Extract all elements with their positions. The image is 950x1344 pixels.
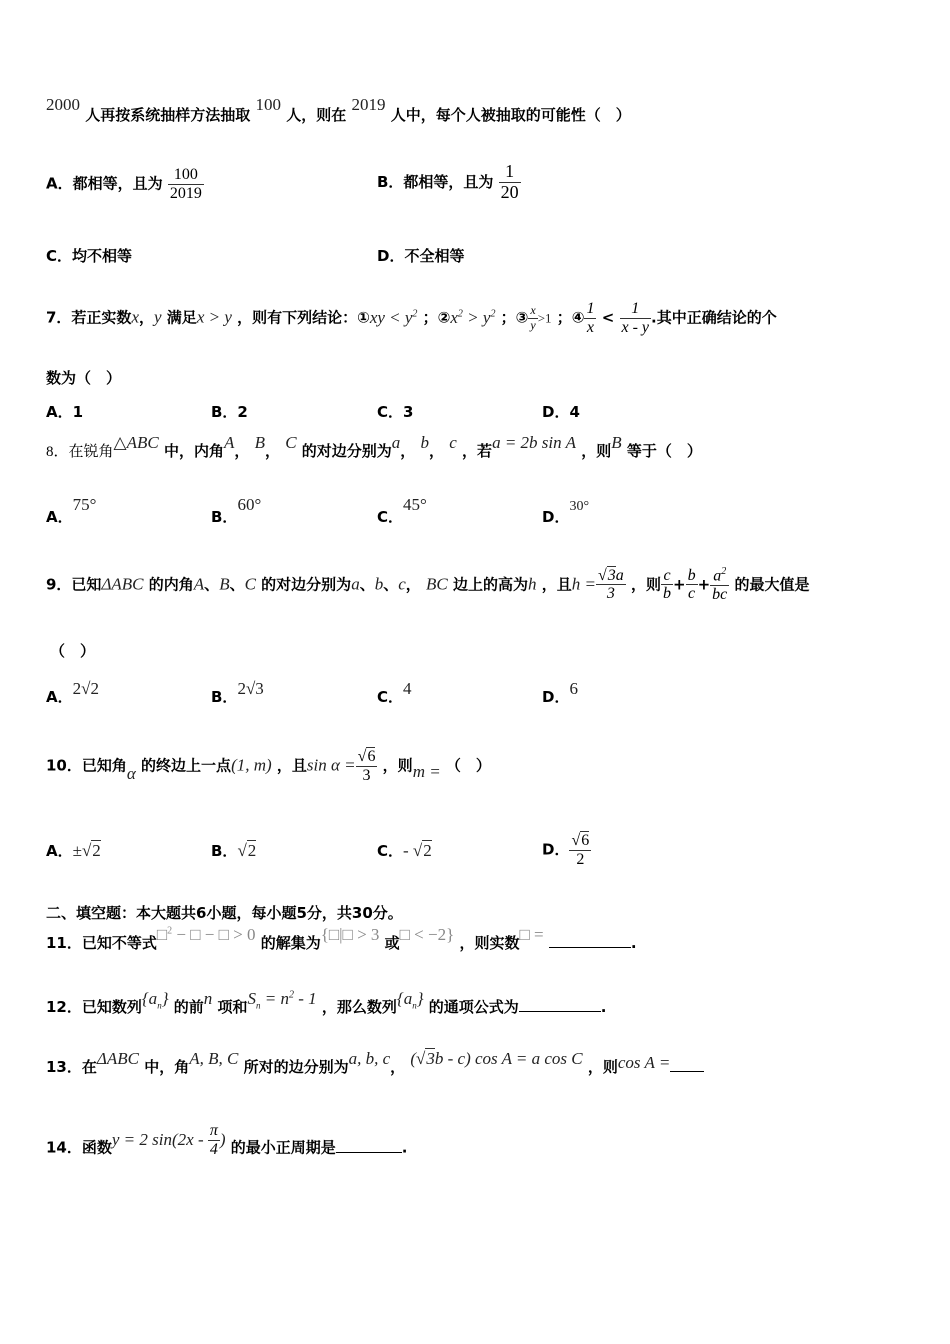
q9-option-c xyxy=(377,679,412,707)
fraction: $\frac{√6}{2}$ xyxy=(571,832,590,868)
q13-stem: 13．在ΔABC 中，角A, B, C 所对的边分别为a, b, c， (√3b - c) cos A = a cos C ，则cos A = xyxy=(46,1056,704,1077)
fraction xyxy=(168,166,204,202)
q8-option-c-label: C． xyxy=(377,508,404,526)
q6-stem xyxy=(46,95,631,125)
q7-option-c: C．3 xyxy=(377,403,414,421)
q8-option-a-value: 75° xyxy=(72,495,97,514)
q8-option-d-label: D． xyxy=(542,508,570,526)
q10-text-4: ，则 xyxy=(382,756,413,775)
q7-text-5: ；③ xyxy=(500,308,529,327)
q13-text-3: 所对的边分别为 xyxy=(243,1058,349,1076)
q9-option-c-label: C． xyxy=(377,688,404,706)
q9-option-c-value: 4 xyxy=(403,679,412,698)
q9-option-a-label: A． xyxy=(46,688,73,706)
fraction: $\frac{x}{y}$ xyxy=(530,303,536,332)
q9-option-a-value: 2√2 xyxy=(72,679,99,698)
q14-text-2: 的最小正周期是 xyxy=(230,1138,336,1157)
answer-blank[interactable] xyxy=(670,1057,704,1072)
q11-text-2: 的解集为 xyxy=(260,934,321,952)
q13-text-2: 中，角 xyxy=(144,1058,190,1076)
q8-text-5: ，则 xyxy=(581,442,612,460)
q9-text-1: 9．已知 xyxy=(46,575,102,594)
math-2000: 2000 xyxy=(46,95,80,114)
q7-text-1: 7．若正实数 xyxy=(46,308,132,327)
q7-stem: 7．若正实数x，y 满足x > y ，则有下列结论：①xy < $y^2$ ；$②x^2 > y^2$ ；③ $\frac{x}{y}$ >1 ；④ $\frac{1}{x}$ < $\frac{1}{x - y}$ .其中正确结论的个 xyxy=(46,300,777,336)
fraction: $\frac{\pi}{4}$ xyxy=(209,1122,218,1158)
q7-option-b: B．2 xyxy=(211,403,248,421)
q12-stem: 12．已知数列$\{a_n\}$ 的前n 项和$S_n = n^2 - 1$ ，那么数列$\{a_n\}$ 的通项公式为 . xyxy=(46,989,607,1016)
q8-option-b xyxy=(211,495,262,527)
q12-text-3: 项和 xyxy=(217,998,248,1016)
answer-blank[interactable] xyxy=(336,1138,402,1153)
q13-text-1: 13．在 xyxy=(46,1058,97,1076)
q6-option-a xyxy=(46,166,204,202)
q12-text-1: 12．已知数列 xyxy=(46,998,142,1016)
q7-text-6: ；④ xyxy=(556,308,585,327)
q8-text-4: ，若 xyxy=(462,442,493,460)
q11-stem: 11．已知不等式□$^2$ − □ − □ > 0 的解集为{□|□ > 3 或□ < −2} ，则实数□ = . xyxy=(46,925,637,952)
q8-text-1: 8．在锐角 xyxy=(46,444,114,460)
q8-text-2: 中，内角 xyxy=(163,442,224,460)
fraction: $\frac{1}{x - y}$ xyxy=(621,300,650,336)
fraction: $\frac{√3a}{3}$ xyxy=(597,566,624,603)
q9-text-6: ，则 xyxy=(630,575,661,594)
fraction: $\frac{b}{c}$ xyxy=(687,566,696,603)
section-heading: 二、填空题：本大题共6小题，每小题5分，共30分。 xyxy=(46,904,403,922)
q7-option-a: A．1 xyxy=(46,403,84,421)
q7-text-3: ，则有下列结论：① xyxy=(237,308,370,327)
q14-text-1: 14．函数 xyxy=(46,1138,112,1157)
q6-option-c: C．均不相等 xyxy=(46,247,133,265)
q8-option-d-value: 30° xyxy=(569,499,590,514)
q7-option-d: D．4 xyxy=(542,403,580,421)
q10-text-3: ，且 xyxy=(276,756,307,775)
q9-option-b-label: B． xyxy=(211,688,238,706)
q8-stem: 8．在锐角△ABC 中，内角A， B， C 的对边分别为a， b， c ，若a = 2b sin A ，则B 等于（ ） xyxy=(46,433,702,460)
q10-option-a-label: A． xyxy=(46,842,73,860)
q14-stem: 14．函数y = 2 sin(2x - $\frac{\pi}{4}$ ) 的最小正周期是 . xyxy=(46,1122,408,1158)
q8-option-c xyxy=(377,495,427,527)
q10-text-2: 的终边上一点 xyxy=(141,756,232,775)
q10-option-d xyxy=(542,832,591,868)
q6-option-a-label: A．都相等，且为 xyxy=(46,174,163,193)
q6-b-den: 20 xyxy=(500,181,519,202)
q10-text-1: 10．已知角 xyxy=(46,756,127,775)
fraction: $\frac{√6}{3}$ xyxy=(357,748,376,784)
q10-option-a: A．±√2 xyxy=(46,841,101,860)
q9-stem-continued: （ ） xyxy=(50,642,96,660)
q6-option-d: D．不全相等 xyxy=(377,247,465,265)
q9-option-d-label: D． xyxy=(542,688,570,706)
math-2019: 2019 xyxy=(351,95,386,114)
q6-option-b xyxy=(377,162,521,203)
q9-option-a xyxy=(46,679,99,707)
q13-text-4: ，则 xyxy=(587,1058,618,1076)
q9-text-3: 的对边分别为 xyxy=(261,575,352,594)
q12-text-2: 的前 xyxy=(173,998,204,1016)
q10-option-c-label: C． xyxy=(377,842,404,860)
q8-option-b-label: B． xyxy=(211,508,238,526)
q12-text-4: ，那么数列 xyxy=(321,998,397,1016)
q9-text-2: 的内角 xyxy=(148,575,194,594)
q10-text-5: （ ） xyxy=(445,756,491,775)
q9-option-b xyxy=(211,679,264,707)
q7-text-2: 满足 xyxy=(166,308,197,327)
q8-option-d xyxy=(542,499,590,527)
q11-text-3: 或 xyxy=(384,934,400,952)
q6-a-den: 2019 xyxy=(169,184,202,202)
q9-option-b-value: 2√3 xyxy=(237,679,264,698)
q6-text-1: 人再按系统抽样方法抽取 xyxy=(85,106,251,124)
q6-b-num: 1 xyxy=(499,162,521,183)
fraction: $\frac{1}{x}$ xyxy=(586,300,595,336)
q6-text-3: 人中，每个人被抽取的可能性（ ） xyxy=(390,106,631,124)
q12-text-5: 的通项公式为 xyxy=(428,998,519,1016)
q11-text-1: 11．已知不等式 xyxy=(46,934,157,952)
q6-text-2: 人，则在 xyxy=(286,106,347,124)
fraction: $\frac{c}{b}$ xyxy=(663,566,671,603)
answer-blank[interactable] xyxy=(549,933,631,948)
q10-option-b: B．√2 xyxy=(211,841,257,860)
math-100: 100 xyxy=(255,95,281,114)
q9-option-d-value: 6 xyxy=(569,679,578,698)
q8-text-3: 的对边分别为 xyxy=(301,442,392,460)
q10-stem: 10．已知角α 的终边上一点(1, m) ，且sin α = $\frac{√6}{3}$ ，则m = （ ） xyxy=(46,748,491,784)
q8-text-6: 等于（ ） xyxy=(626,442,702,460)
q8-option-c-value: 45° xyxy=(403,495,427,514)
q9-option-d xyxy=(542,679,578,707)
q11-text-4: ，则实数 xyxy=(459,934,520,952)
q9-stem: 9．已知ΔABC 的内角A、B、C 的对边分别为a、b、c， BC 边上的高为h ，且h = $\frac{√3a}{3}$ ，则 $\frac{c}{b}$ + $\frac{b}{c}$ + $\frac{a^2}{bc}$ 的最大值是 xyxy=(46,566,810,603)
q10-option-d-label: D． xyxy=(542,840,570,859)
q6-option-b-label: B．都相等，且为 xyxy=(377,172,494,191)
q7-stem-continued: 数为（ ） xyxy=(46,369,122,387)
q7-text-4: ；② xyxy=(422,308,451,327)
q6-a-num: 100 xyxy=(168,166,204,185)
fraction: $\frac{a^2}{bc}$ xyxy=(712,566,728,603)
fraction xyxy=(499,162,521,203)
q8-option-a xyxy=(46,495,97,527)
q9-text-7: 的最大值是 xyxy=(734,575,810,594)
q9-text-5: ，且 xyxy=(541,575,572,594)
q7-text-7: .其中正确结论的个 xyxy=(651,308,777,327)
q8-option-a-label: A． xyxy=(46,508,73,526)
q10-option-b-label: B． xyxy=(211,842,238,860)
q9-text-4: 边上的高为 xyxy=(452,575,528,594)
q8-option-b-value: 60° xyxy=(237,495,262,514)
q10-option-c: C．- √2 xyxy=(377,841,432,860)
answer-blank[interactable] xyxy=(519,997,601,1012)
